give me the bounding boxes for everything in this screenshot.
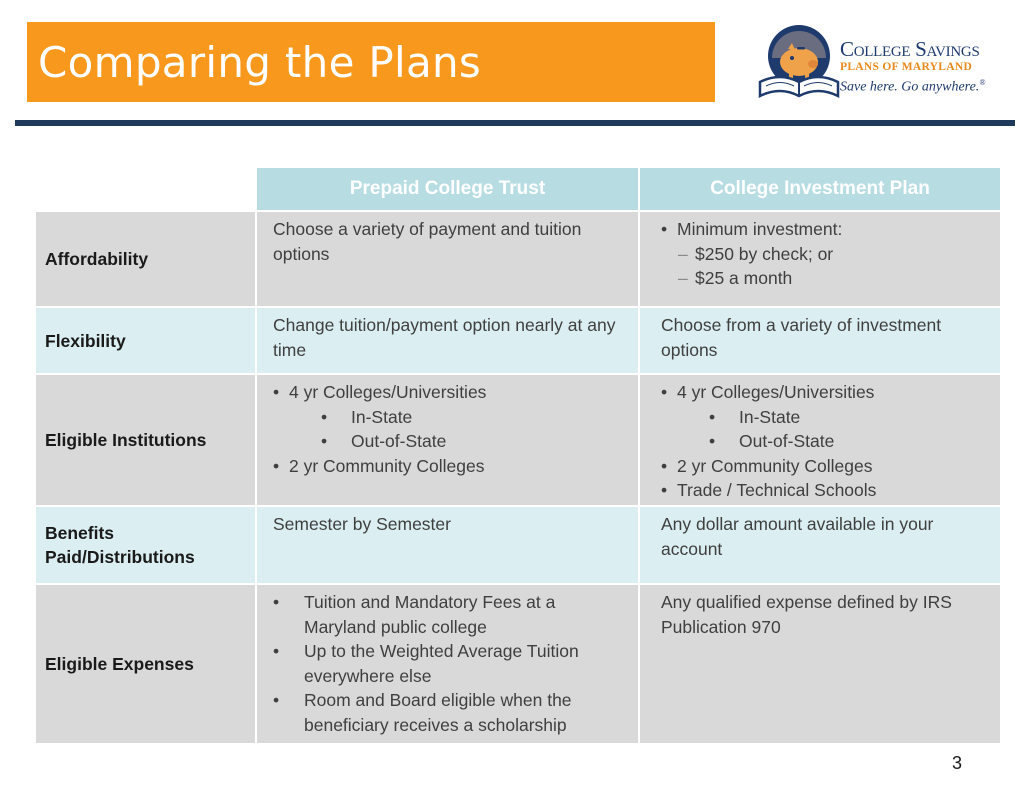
cell-text: Any qualified expense defined by IRS Publication 970 [661, 592, 952, 637]
row-label-benefits: Benefits Paid/Distributions [36, 507, 255, 583]
cell-affordability-investment [640, 212, 1000, 306]
logo-line-2: PLANS OF MARYLAND [840, 61, 973, 73]
header-divider [15, 120, 1015, 126]
cell-text: Semester by Semester [273, 514, 451, 534]
row-label-affordability: Affordability [36, 212, 255, 306]
sub-item: • Out-of-State [273, 429, 624, 454]
column-header-prepaid: Prepaid College Trust [257, 168, 638, 210]
cell-benefits-prepaid [257, 507, 638, 583]
cell-flexibility-prepaid [257, 308, 638, 373]
row-label-flexibility: Flexibility [36, 308, 255, 373]
sub-item: • In-State [273, 405, 624, 430]
bullet-item: • Minimum investment: [661, 217, 986, 242]
logo-line-1: College Savings [840, 37, 980, 61]
logo-tagline-text: Save here. Go anywhere. [840, 79, 980, 95]
title-bar [27, 22, 715, 102]
bullet-item: • 2 yr Community Colleges [273, 454, 624, 479]
logo-tagline [840, 74, 985, 97]
bullet-item: • 4 yr Colleges/Universities [661, 380, 986, 405]
cell-institutions-prepaid [257, 375, 638, 505]
cell-benefits-investment [640, 507, 1000, 583]
cell-affordability-prepaid [257, 212, 638, 306]
cell-flexibility-investment [640, 308, 1000, 373]
bullet-item: • Up to the Weighted Average Tuition everywhere else [273, 639, 624, 688]
bullet-item: • Trade / Technical Schools [661, 478, 986, 503]
bullet-item: • Room and Board eligible when the beneficiary receives a scholarship [273, 688, 624, 737]
slide-title: Comparing the Plans [38, 38, 482, 87]
cell-expenses-investment [640, 585, 1000, 743]
sub-item: – $25 a month [661, 266, 986, 291]
cell-text: Any dollar amount available in your account [661, 514, 934, 559]
cell-expenses-prepaid [257, 585, 638, 743]
registered-mark: ® [979, 78, 986, 87]
table-corner [36, 168, 255, 210]
column-header-investment: College Investment Plan [640, 168, 1000, 210]
bullet-item: • 4 yr Colleges/Universities [273, 380, 624, 405]
cell-text: Choose from a variety of investment options [661, 315, 942, 360]
cell-text: Choose a variety of payment and tuition options [273, 219, 582, 264]
college-savings-logo [758, 22, 1008, 104]
piggy-bank-book-icon [758, 22, 840, 104]
bullet-item: • Tuition and Mandatory Fees at a Maryland public college [273, 590, 624, 639]
bullet-item: • 2 yr Community Colleges [661, 454, 986, 479]
row-label-eligible-expenses: Eligible Expenses [36, 585, 255, 743]
sub-item: • Out-of-State [661, 429, 986, 454]
sub-item: • In-State [661, 405, 986, 430]
comparison-table [36, 168, 1000, 743]
sub-item: – $250 by check; or [661, 242, 986, 267]
cell-text: Change tuition/payment option nearly at any time [273, 315, 616, 360]
row-label-eligible-institutions: Eligible Institutions [36, 375, 255, 505]
page-number: 3 [952, 753, 963, 773]
cell-institutions-investment [640, 375, 1000, 505]
